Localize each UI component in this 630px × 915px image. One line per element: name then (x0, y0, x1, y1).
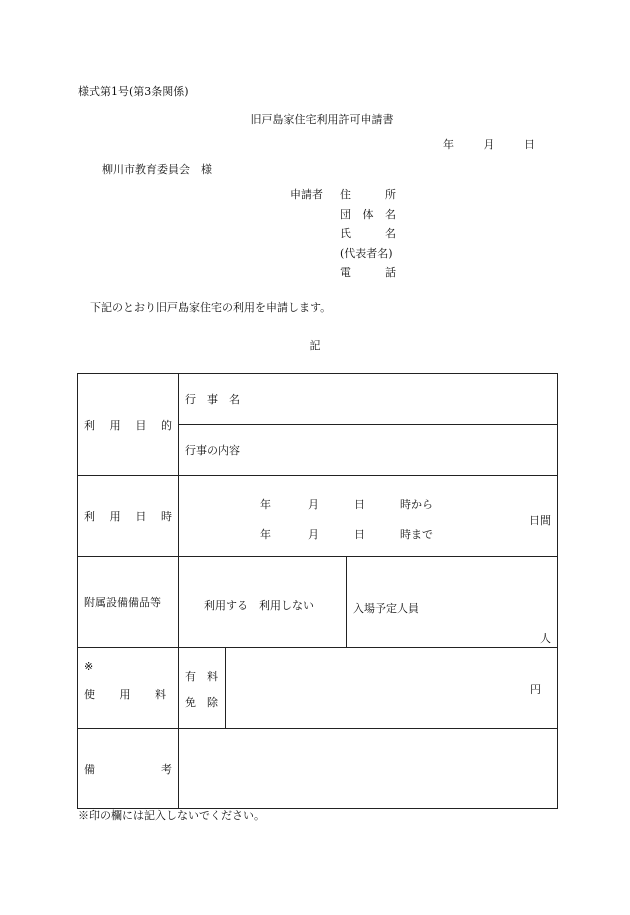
days-suffix: 日間 (529, 514, 552, 527)
document-title: 旧戸島家住宅利用許可申請書 (250, 113, 394, 126)
spread-label (84, 417, 178, 433)
label-char: 話 (385, 266, 396, 279)
label-char: 氏 (340, 227, 351, 240)
label-char: 用 (109, 418, 121, 432)
fee-amount-field[interactable] (226, 648, 558, 729)
label-char: 考 (161, 762, 172, 776)
attendance-unit: 人 (540, 632, 552, 645)
label-char: 備 (84, 762, 95, 776)
date-day-label: 日 (524, 138, 535, 151)
label-char: 名 (385, 207, 396, 221)
form-number: 様式第1号(第3条関係) (78, 85, 189, 98)
application-date (443, 139, 535, 150)
spread-label (84, 686, 172, 702)
applicant-field-label (340, 248, 396, 268)
label-char: 団 (340, 207, 351, 221)
remarks-label (78, 729, 179, 809)
equipment-options[interactable] (179, 557, 347, 648)
label-char: 名 (385, 227, 396, 240)
label-char: 目 (135, 418, 147, 432)
date-month-label: 月 (483, 138, 495, 151)
label-char: 所 (385, 188, 396, 201)
equipment-label: 附属設備備品等 (78, 557, 179, 648)
label-char: 住 (340, 188, 351, 201)
label-char: 用 (109, 510, 121, 523)
fee-mark: ※ (84, 660, 94, 673)
recipient: 柳川市教育委員会 様 (102, 163, 212, 176)
fee-label (78, 648, 179, 729)
label-char: 利 (84, 510, 95, 523)
datetime-to: 年 月 日 時まで (260, 528, 433, 541)
applicant-label: 申請者 (290, 188, 323, 201)
label-char: 的 (160, 418, 172, 432)
applicant-field-label (340, 267, 396, 287)
label-char: 体 (362, 207, 374, 221)
label-char: 利 (84, 418, 95, 432)
applicant-fields (340, 189, 396, 287)
label-char: 料 (155, 688, 166, 701)
label-char: 日 (135, 510, 147, 523)
remarks-field[interactable] (179, 729, 558, 809)
fee-exempt-label: 免 除 (185, 696, 218, 709)
spread-label (84, 508, 178, 524)
spread-label (84, 761, 178, 777)
equipment-options-text: 利用する 利用しない (204, 599, 314, 612)
label-char: 時 (160, 510, 172, 523)
date-year-label: 年 (443, 138, 454, 151)
fee-type[interactable] (179, 648, 226, 729)
datetime-label (78, 476, 179, 557)
attendance-field[interactable] (347, 557, 558, 648)
event-content-label: 行事の内容 (185, 444, 240, 457)
label-char: 用 (119, 688, 131, 701)
label-char: 使 (84, 688, 95, 701)
event-name-label: 行 事 名 (185, 393, 240, 406)
applicant-field-label (340, 209, 396, 229)
applicant-field-label (340, 189, 396, 209)
applicant-field-label (340, 228, 396, 248)
application-table (77, 373, 558, 809)
datetime-from: 年 月 日 時から (260, 498, 433, 511)
datetime-field[interactable] (179, 476, 558, 557)
attendance-label: 入場予定人員 (353, 602, 419, 615)
ki-heading: 記 (309, 339, 321, 352)
event-name-field[interactable] (179, 374, 558, 425)
purpose-label (78, 374, 179, 476)
intro-text: 下記のとおり旧戸島家住宅の利用を申請します。 (90, 301, 332, 314)
fee-unit: 円 (530, 683, 542, 696)
footnote: ※印の欄には記入しないでください。 (78, 809, 265, 822)
label-char: (代表者名) (340, 246, 393, 260)
fee-paid-label: 有 料 (185, 670, 218, 683)
label-char: 電 (340, 266, 351, 279)
event-content-field[interactable] (179, 425, 558, 476)
